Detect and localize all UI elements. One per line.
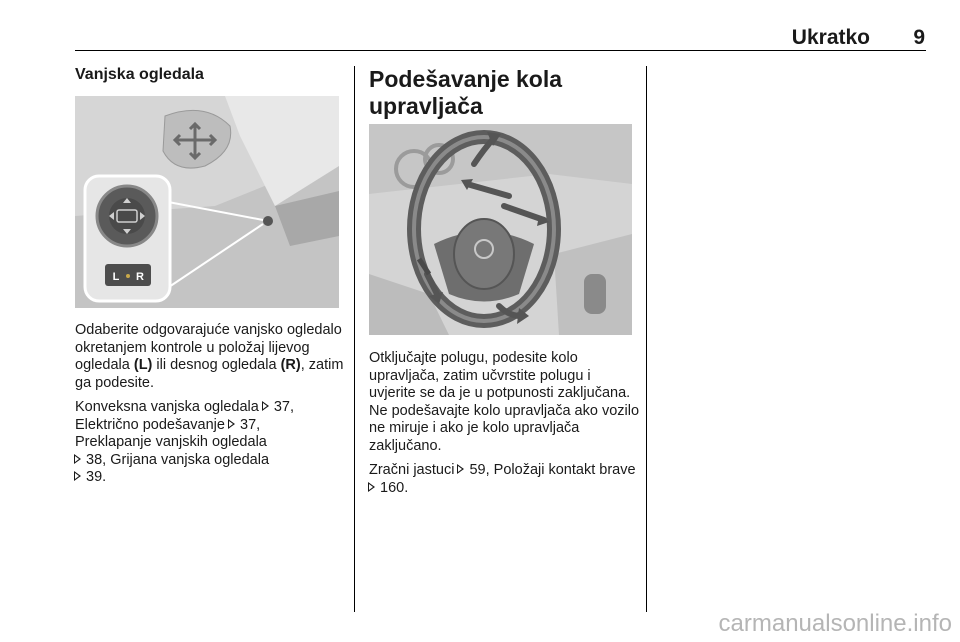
page-ref-icon [263, 401, 270, 411]
mirror-switch-right-label: R [136, 271, 144, 283]
page-number: 9 [913, 26, 925, 49]
paragraph-steering-refs: Zračni jastuci 59, Položaji kontakt brave 160. [369, 462, 636, 496]
paragraph-mirror-select: Odaberite odgovarajuće vanjsko ogledalo okretanjem kontrole u položaj lijevog ogledala (L) ili desnog ogledala (R), zatim ga podesite. [75, 322, 344, 391]
paragraph-mirror-refs: Konveksna vanjska ogledala 37, Električno podešavanje 37, Preklapanje vanjskih ogledala 38, Grijana vanjska ogledala 39. [75, 399, 295, 485]
column-divider-right [646, 66, 647, 612]
page-ref-icon [229, 419, 236, 429]
header-rule [75, 50, 926, 51]
page-header-title: Ukratko [791, 26, 870, 49]
page-ref-icon [458, 464, 465, 474]
page-ref-icon [75, 471, 82, 481]
section-heading-mirrors: Vanjska ogledala [75, 66, 204, 83]
paragraph-steering-adjust: Otključajte polugu, podesite kolo upravljača, zatim učvrstite polugu i uvjerite se da je u potpunosti zaključana. Ne podešavajte kolo upravljača ako vozilo ne miruje i ako je kolo upravljača zaključano. [369, 350, 640, 454]
mirror-switch-left-label: L [112, 271, 120, 283]
text-block-steering [369, 350, 641, 504]
text-block-mirrors [75, 322, 347, 494]
figure-mirror-control [75, 96, 339, 308]
watermark: carmanualsonline.info [718, 610, 952, 637]
figure-steering-wheel [369, 124, 632, 335]
page-ref-icon [75, 454, 82, 464]
section-heading-steering: Podešavanje kola upravljača [369, 66, 563, 119]
column-divider-left [354, 66, 355, 612]
page-ref-icon [369, 482, 376, 492]
